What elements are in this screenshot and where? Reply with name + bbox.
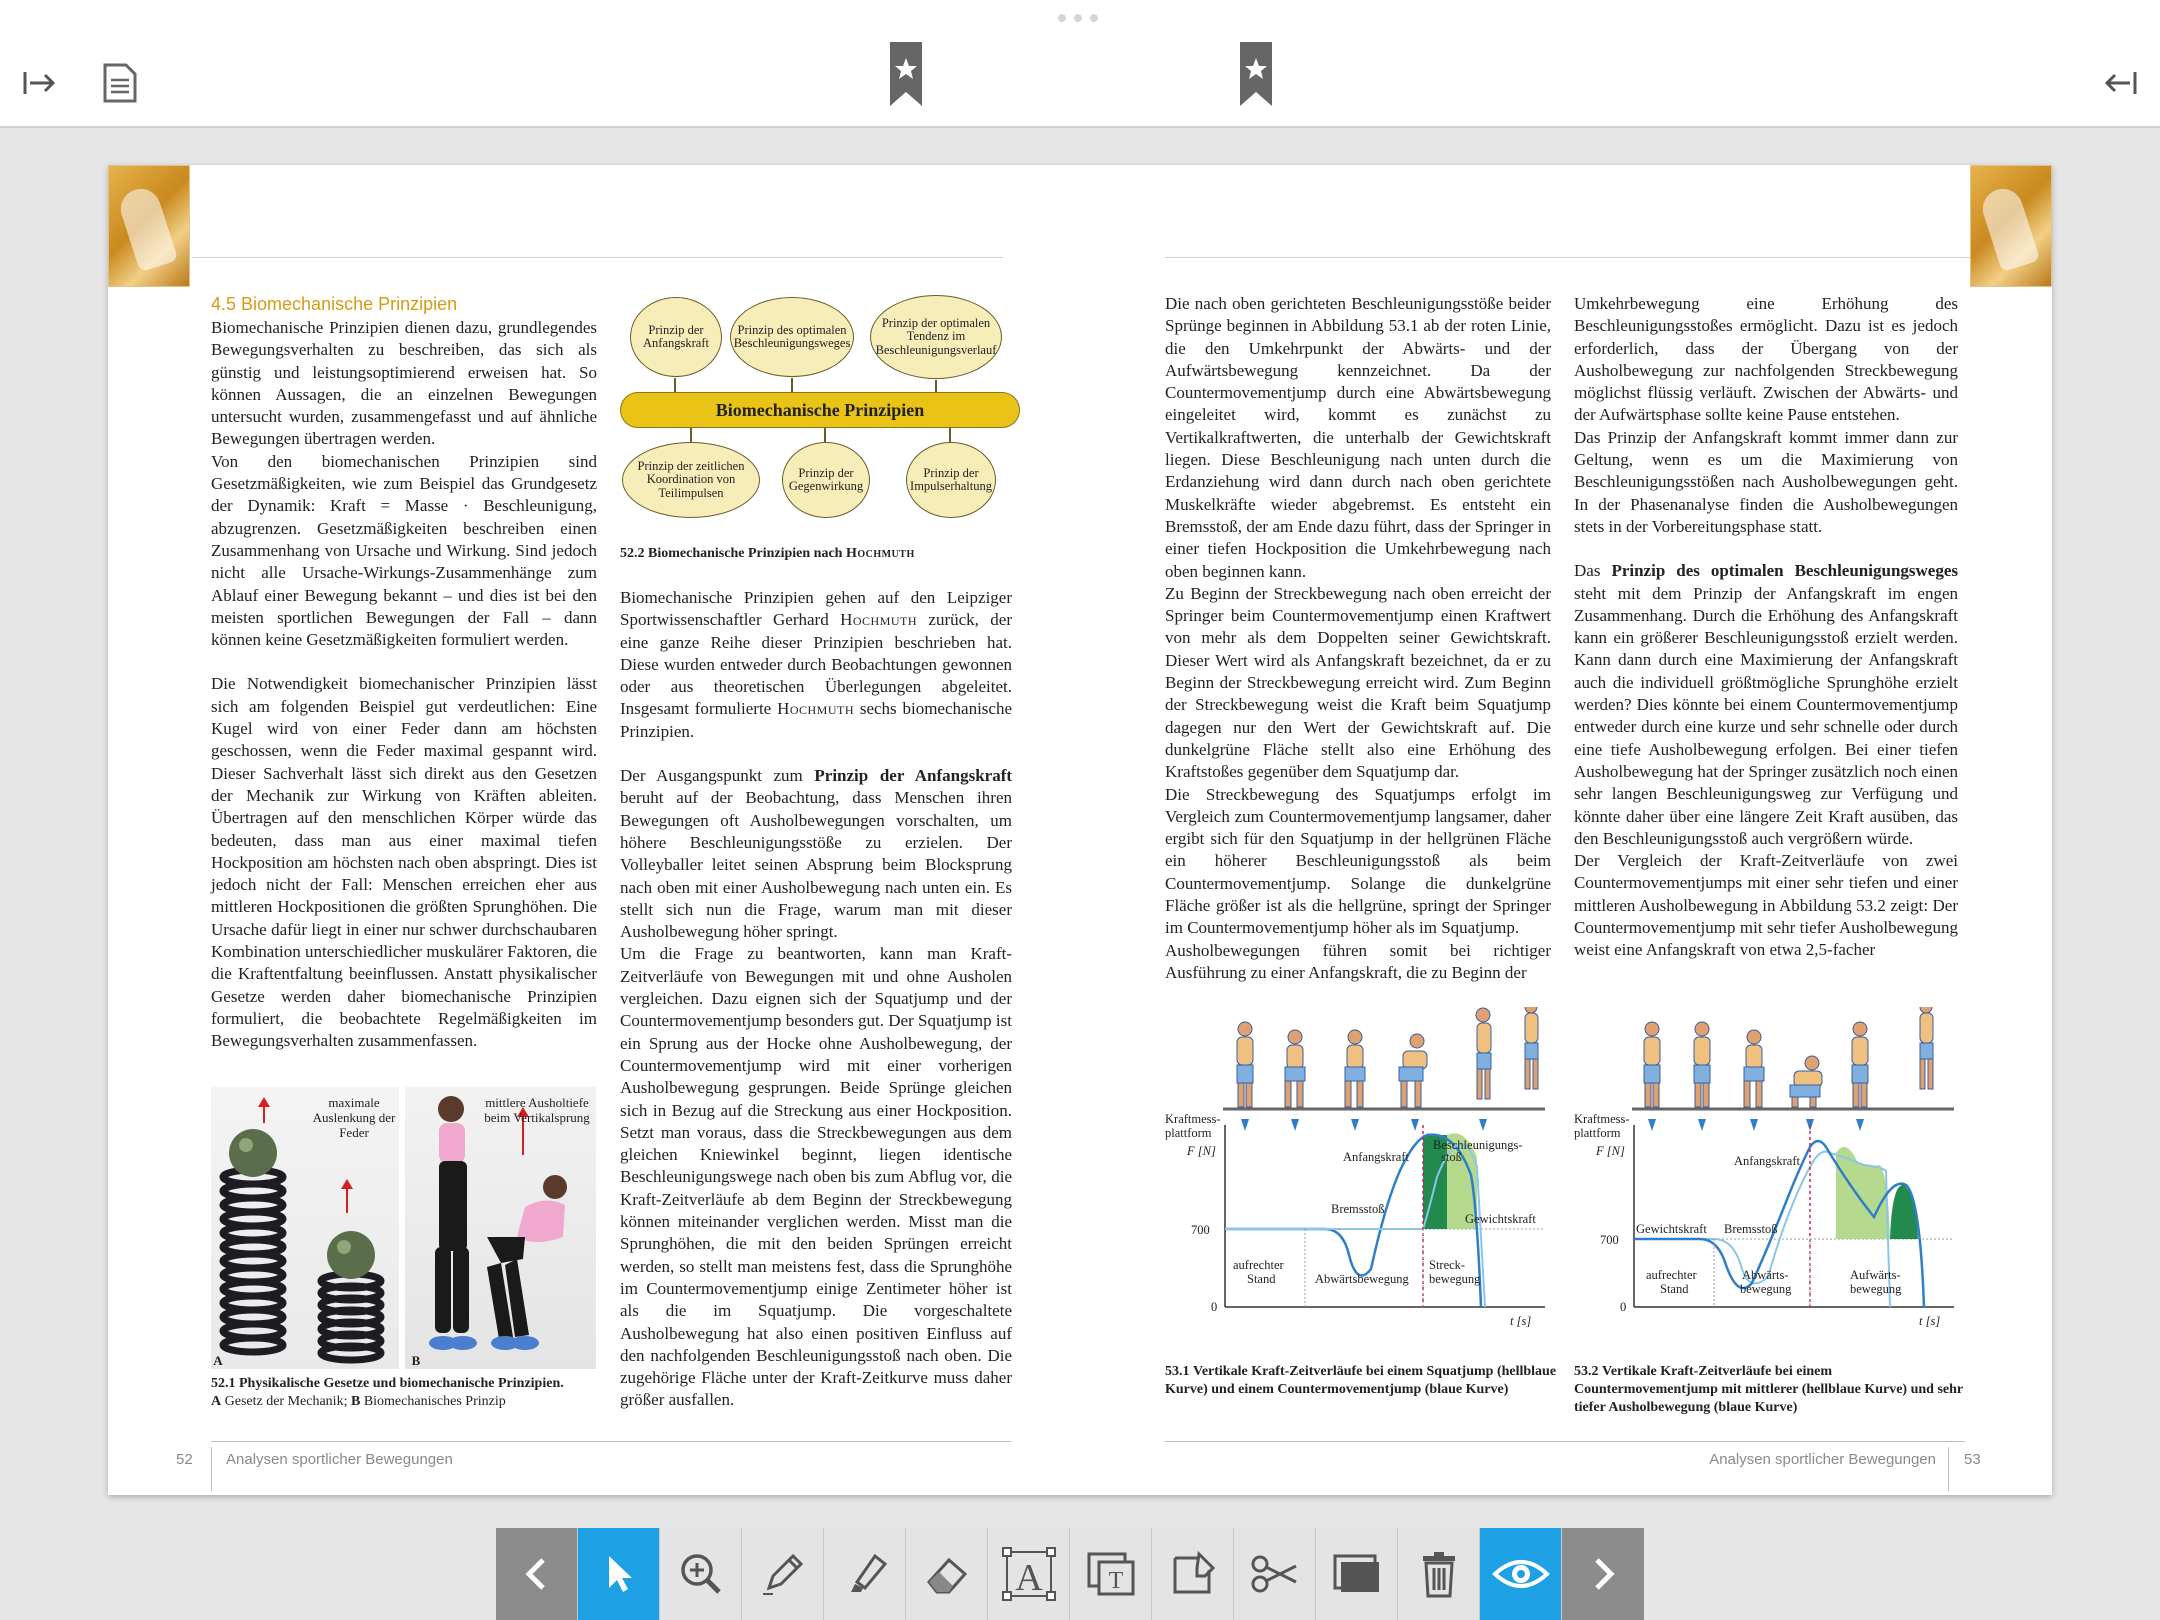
- jumper-figure: [1285, 1030, 1305, 1107]
- jumper-figure: [1644, 1022, 1660, 1107]
- principle-node: Prinzip der zeitlichen Koordination von Teilimpulsen: [622, 442, 760, 518]
- chart-label: Bremsstoß: [1724, 1222, 1778, 1236]
- right-column-2: [1574, 293, 1958, 962]
- paragraph: Biomechanische Prinzipien dienen dazu, grundlegendes Bewegungsverhalten zu beschreiben, das sich als günstig und leistungsoptimierend erweisen hat. So können Aussagen, die an einzelnen Bewegungen untersucht wurden, zusammengefasst und auf ähnliche Bewegungen übertragen werden.: [211, 318, 597, 449]
- paragraph: Von den biomechanischen Prinzipien sind Gesetzmäßigkeiten, wie zum Beispiel das Grundgesetz der Dynamik: Kraft = Masse · Beschleunigung, abzugrenzen. Gesetzmäßigkeiten beschreiben einen Zusammenhang von Ursache und Wirkung. Sind jedoch nicht alle Ursache-Wirkungs-Zusammenhänge zum Ablauf einer Bewegung bekannt – und dies ist bei den meisten sportlichen Bewegungen der Fall – dann können keine Gesetzmäßigkeiten formuliert werden.: [211, 451, 597, 650]
- paragraph: Die nach oben gerichteten Beschleunigungsstöße beider Sprünge beginnen in Abbildung 53.1 ab der roten Linie, die den Umkehrpunkt der Abwärts- und der Aufwärtsbewegung kennzeichnet. Da der Countermovementjump durch eine Abwärtsbewegung eingeleitet wird, kommt es zunächst zu Vertikalkraftwerten, die unterhalb der Gewichtskraft liegen. Diese Beschleunigung nach unten durch die Erdanziehung wird dann durch nach oben gerichtete Muskelkräfte wieder abgebremst. Es entsteht ein Bremsstoß, der am Ende dazu führt, dass der Springer in einer tiefen Hockposition die Umkehrbewegung nach oben beginnen kann.: [1165, 294, 1551, 581]
- chart-label: Anfangskraft: [1734, 1154, 1800, 1168]
- chart-label: Gewichtskraft: [1465, 1212, 1536, 1226]
- pointer-icon: [599, 1552, 639, 1596]
- eraser-icon: [923, 1550, 971, 1598]
- paragraph: Um die Frage zu beantworten, kann man Kraft-Zeitverläufe von Bewegungen mit und ohne Ausholen vergleichen. Dazu eignen sich der Squatjump und der Countermovementjump besonders gut. Der Squatjump ist ein Sprung aus der Hocke ohne Ausholbewegung, der Countermovementjump wird mit einer vorherigen Ausholbewegung gesprungen. Beide Sprünge gleichen sich in Bezug auf die Streckung aus einer Hockposition. Setzt man voraus, dass die Streckbewegungen aus dem gleichen Kniewinkel beginnt, liegen identische Beschleunigungswege nach oben bis zum Abflug vor, die Kraft-Zeitverläufe ab dem Beginn der Streckbewegung können miteinander verglichen werden. Misst man die Sprunghöhen, die mit den beiden Sprüngen erreicht werden, so stellt man meistens fest, dass die Sprunghöhe im Countermovementjump einige Zentimeter höher ist als die im Squatjump. Die vorgeschaltete Ausholbewegung hat also einen positiven Einfluss auf den nachfolgenden Beschleunigungsstoß nach oben. Die zugehörige Fläche unter der Kraft-Zeitkurve muss daher größer ausfallen.: [620, 944, 1012, 1410]
- eraser-tool-button[interactable]: [906, 1528, 988, 1620]
- jumper-figure: [1920, 1007, 1933, 1089]
- principles-banner: Biomechanische Prinzipien: [620, 392, 1020, 428]
- svg-text:bewegung: bewegung: [1850, 1282, 1902, 1296]
- running-footer: Analysen sportlicher Bewegungen: [226, 1451, 453, 1468]
- paragraph: Biomechanische Prinzipien gehen auf den Leipziger Sportwissenschaftler Gerhard Hochmuth zurück, der eine ganze Reihe dieser Prinzipien beschrieben hat. Diese wurden entweder durch Beobachtungen gewonnen oder aus theoretischen Überlegungen abgeleitet. Insgesamt formulierte Hochmuth sechs biomechanische Prinzipien.: [620, 588, 1013, 741]
- chart-label: Anfangskraft: [1343, 1150, 1409, 1164]
- chevron-right-icon: [1583, 1554, 1623, 1594]
- figure-caption-52-2: [620, 545, 1020, 563]
- zoom-tool-button[interactable]: [660, 1528, 742, 1620]
- caption-number: 52.1: [211, 1376, 236, 1391]
- jumper-figure: [1694, 1022, 1710, 1107]
- jumper-figure: [1399, 1034, 1427, 1107]
- paragraph: Das Prinzip der Anfangskraft kommt immer dann zur Geltung, wenn es um die Maximierung von Beschleunigungsstößen nach Ausholbewegungen geht. In der Phasenanalyse finden die Ausholbewegungen stets in der Vorbereitungsphase statt.: [1574, 427, 1958, 536]
- top-toolbar: [0, 0, 2160, 128]
- scissors-icon: [1250, 1552, 1300, 1596]
- pencil-tool-button[interactable]: [742, 1528, 824, 1620]
- svg-text:stoß: stoß: [1441, 1150, 1462, 1164]
- svg-text:T: T: [1108, 1568, 1123, 1594]
- left-page: [108, 165, 1080, 1495]
- right-page: [1080, 165, 2052, 1495]
- footer-separator: [211, 1447, 212, 1491]
- caption-tag-a: A: [211, 1394, 222, 1409]
- footer-rule: [211, 1441, 1011, 1442]
- mask-tool-button[interactable]: [1316, 1528, 1398, 1620]
- paragraph: Die Streckbewegung des Squatjumps erfolgt im Vergleich zum Countermovementjump langsamer, daher ergibt sich für den Squatjump in der hellgrünen Fläche ein höherer Beschleunigungsstoß als beim Countermovementjump. Solange die dunkelgrüne Fläche größer ist als die hellgrüne, springt der Springer im Countermovementjump höher als im Squatjump.: [1165, 784, 1551, 938]
- pencil-icon: [759, 1550, 807, 1598]
- principle-node: Prinzip der Impulserhaltung: [906, 442, 996, 518]
- caption-text: Vertikale Kraft-Zeitverläufe bei einem Countermovementjump mit mittlerer (hellblaue Kurve) und sehr tiefer Ausholbewegung (blaue Kurve): [1574, 1364, 1963, 1415]
- tick-700: 700: [1191, 1223, 1210, 1237]
- note-tool-button[interactable]: [1152, 1528, 1234, 1620]
- bookmark-star-icon[interactable]: [890, 42, 922, 106]
- principle-node: Prinzip der Gegenwirkung: [782, 442, 870, 518]
- photo-tag-a: A: [213, 1353, 223, 1368]
- caption-text: Vertikale Kraft-Zeitverläufe bei einem Squatjump (hellblaue Kurve) und einem Countermovementjump (blaue Kurve): [1165, 1364, 1557, 1397]
- textbox-icon: [1085, 1550, 1137, 1598]
- caption-number: 53.2: [1574, 1364, 1599, 1379]
- chart-label: Abwärts-: [1742, 1268, 1789, 1282]
- book-spread: [108, 165, 2052, 1495]
- svg-text:plattform: plattform: [1574, 1126, 1621, 1140]
- svg-text:Stand: Stand: [1660, 1282, 1689, 1296]
- paragraph: Das Prinzip des optimalen Beschleunigungsweges steht mit dem Prinzip der Anfangskraft im engen Zusammenhang. Durch die Erhöhung des Anfangskraft kann ein größerer Beschleunigungsstoß erzielt werden. Kann dann durch eine Maximierung der Anfangskraft auch die individuell größtmögliche Sprunghöhe erzielt werden? Dies könnte bei einem Countermovementjump entweder durch eine kurze und sehr schnelle oder durch eine tiefe Ausholbewegung erfolgen. Bei einer tiefen Ausholbewegung hat der Springer zusätzlich noch einen sehr langen Beschleunigungsweg zur Verfügung und könnte daher über eine längere Zeit Kraft ausüben, das den Beschleunigungsstoß auch vergrößern würde.: [1574, 561, 1958, 848]
- caption-number: 53.1: [1165, 1364, 1190, 1379]
- jumper-figure: [1790, 1056, 1822, 1107]
- photo-label-b: mittlere Ausholtiefe beim Vertikalsprung: [484, 1095, 590, 1125]
- figure-caption-53-2: [1574, 1363, 1966, 1417]
- caption-text: Biomechanische Prinzipien nach: [648, 546, 843, 561]
- caption-name: Hochmuth: [845, 546, 915, 561]
- tick-700: 700: [1600, 1233, 1619, 1247]
- left-column-2: [620, 587, 1012, 1412]
- principles-diagram: [620, 295, 1020, 530]
- grab-handle[interactable]: [1058, 14, 1098, 22]
- figure-caption-52-1: [211, 1375, 603, 1411]
- trash-icon: [1419, 1550, 1459, 1598]
- textbox-tool-button[interactable]: [1070, 1528, 1152, 1620]
- highlighter-tool-button[interactable]: [824, 1528, 906, 1620]
- caption-title: Physikalische Gesetze und biomechanische Prinzipien.: [239, 1376, 564, 1391]
- chart-label: Gewichtskraft: [1636, 1222, 1707, 1236]
- jumper-figure: [1525, 1007, 1538, 1089]
- tick-0: 0: [1211, 1300, 1218, 1314]
- paragraph: Zu Beginn der Streckbewegung nach oben erreicht der Springer beim Countermovementjump einen Kraftwert von mehr als dem Doppelten seiner Gewichtskraft. Dieser Wert wird als Anfangskraft bezeichnet, da er zu Beginn der Streckbewegung erreicht wird. Zum Beginn der Streckbewegung weist die Kraft beim Squatjump dagegen nur den Wert der Gewichtskraft auf. Die dunkelgrüne Fläche stellt also eine Erhöhung des Kraftstoßes gegenüber dem Squatjump dar.: [1165, 583, 1551, 782]
- chart-label: aufrechter: [1233, 1258, 1284, 1272]
- left-column-1: [211, 293, 597, 1053]
- principle-node: Prinzip der Anfangskraft: [630, 297, 722, 377]
- paragraph: Die Notwendigkeit biomechanischer Prinzipien lässt sich am folgenden Beispiel gut verdeutlichen: Eine Kugel wird von einer Feder dann am höchsten geschossen, wenn die Feder maximal gespannt wird. Dieser Sachverhalt lässt sich direkt aus den Gesetzen der Mechanik zur Wirkung von Kräften ableiten. Übertragen auf den menschlichen Körper würde das bedeuten, dass man aus einer maximal tiefen Hockposition am höchsten nach oben abspringt. Dies ist jedoch nicht der Fall: Menschen erreichen eher aus mittleren Hockpositionen die größten Sprunghöhen. Die Ursache dafür liegt in einer nur schwer durchschaubaren Kombination unterschiedlicher muskulärer Faktoren, die die Kraftentfaltung beeinflussen. Anstatt physikalischer Gesetze werden daher biomechanische Prinzipien formuliert, die beobachtete Regelmäßigkeiten im Bewegungsverhalten zusammenfassen.: [211, 674, 597, 1051]
- text-icon: [1001, 1546, 1057, 1602]
- chart-label: Abwärtsbewegung: [1315, 1272, 1409, 1286]
- chevron-left-icon: [517, 1554, 557, 1594]
- chart-53-2: [1574, 1007, 1966, 1337]
- chart-ylabel: F [N]: [1187, 1144, 1216, 1158]
- paragraph: Der Ausgangspunkt zum Prinzip der Anfangskraft beruht auf der Beobachtung, dass Menschen ihren Bewegungen oft Ausholbewegungen vorschalten, um höhere Beschleunigungsstöße zu erzielen. Der Volleyballer leitet seinen Absprung beim Blocksprung nach oben mit einer Ausholbewegung nach unten ein. Es stellt sich nun die Frage, warum man mit dieser Ausholbewegung höher springt.: [620, 766, 1013, 942]
- chart-label: Aufwärts-: [1850, 1268, 1901, 1282]
- photo-label-a: maximale Auslenkung der Feder: [312, 1095, 396, 1140]
- red-arrow: [263, 1105, 265, 1123]
- highlighter-icon: [841, 1550, 889, 1598]
- svg-text:plattform: plattform: [1165, 1126, 1212, 1140]
- chart-label: Beschleunigungs-: [1433, 1138, 1523, 1152]
- previous-page-button[interactable]: [496, 1528, 578, 1620]
- chart-label: Bremsstoß: [1331, 1202, 1385, 1216]
- jump-photo: [405, 1087, 596, 1369]
- collapse-right-icon[interactable]: [22, 70, 56, 96]
- chapter-thumbnail: [1970, 165, 2052, 287]
- caption-text-b: Biomechanisches Prinzip: [363, 1394, 506, 1409]
- svg-text:bewegung: bewegung: [1740, 1282, 1792, 1296]
- view-toggle-button[interactable]: [1480, 1528, 1562, 1620]
- paragraph: Der Vergleich der Kraft-Zeitverläufe von zwei Countermovementjumps mit einer sehr tiefen und einer mittleren Ausholbewegung in Abbildung 53.2 zeigt: Der Countermovementjump mit sehr tiefer Ausholbewegung weist eine Anfangskraft von etwa 2,5-facher: [1574, 851, 1958, 960]
- photo-tag-b: B: [411, 1353, 421, 1368]
- chart-label: Streck-: [1429, 1258, 1466, 1272]
- caption-number: 52.2: [620, 546, 645, 561]
- right-column-1: [1165, 293, 1551, 984]
- page-number: 52: [176, 1451, 193, 1468]
- jumper-figure: [1345, 1030, 1365, 1107]
- collapse-left-icon[interactable]: [2104, 70, 2138, 96]
- svg-text:A: A: [1014, 1557, 1043, 1599]
- svg-text:Stand: Stand: [1247, 1272, 1276, 1286]
- zoom-in-icon: [677, 1550, 725, 1598]
- cut-tool-button[interactable]: [1234, 1528, 1316, 1620]
- document-icon[interactable]: [102, 62, 138, 104]
- chart-platform-label: Kraftmess-: [1165, 1112, 1221, 1126]
- header-rule: [193, 257, 1003, 258]
- delete-button[interactable]: [1398, 1528, 1480, 1620]
- chapter-thumbnail: [108, 165, 190, 287]
- caption-tag-b: B: [350, 1394, 361, 1409]
- footer-separator: [1948, 1447, 1949, 1491]
- next-page-button[interactable]: [1562, 1528, 1644, 1620]
- jumper-figure: [1237, 1022, 1253, 1107]
- chart-53-1: [1165, 1007, 1557, 1337]
- text-tool-button[interactable]: [988, 1528, 1070, 1620]
- caption-text-a: Gesetz der Mechanik;: [224, 1394, 348, 1409]
- chart-ylabel: F [N]: [1596, 1144, 1625, 1158]
- bottom-toolbar: [496, 1528, 1664, 1620]
- chart-xlabel: t [s]: [1510, 1314, 1532, 1328]
- eye-icon: [1491, 1556, 1551, 1592]
- bookmark-star-icon[interactable]: [1240, 42, 1272, 106]
- footer-rule: [1165, 1441, 1965, 1442]
- section-title: 4.5 Biomechanische Prinzipien: [211, 294, 458, 314]
- svg-text:bewegung: bewegung: [1429, 1272, 1481, 1286]
- jumper-figure: [1476, 1008, 1491, 1099]
- principle-node: Prinzip des optimalen Beschleunigungsweges: [730, 297, 854, 377]
- header-rule: [1165, 257, 1970, 258]
- jumper-figure: [1744, 1030, 1764, 1107]
- running-footer: Analysen sportlicher Bewegungen: [1709, 1451, 1936, 1468]
- jumper-figure: [1852, 1022, 1868, 1107]
- mask-icon: [1331, 1552, 1383, 1596]
- principle-node: Prinzip der optimalen Tendenz im Beschleunigungsverlauf: [870, 295, 1002, 379]
- select-tool-button[interactable]: [578, 1528, 660, 1620]
- chart-platform-label: Kraftmess-: [1574, 1112, 1630, 1126]
- note-icon: [1169, 1550, 1217, 1598]
- paragraph: Ausholbewegungen führen somit bei richtiger Ausführung zu einer Anfangskraft, die zu Beginn der: [1165, 940, 1551, 982]
- figure-caption-53-1: [1165, 1363, 1557, 1399]
- tick-0: 0: [1620, 1300, 1627, 1314]
- paragraph: Umkehrbewegung eine Erhöhung des Beschleunigungsstoßes ermöglicht. Dazu ist es jedoch erforderlich, dass der Übergang von der Ausholbewegung zur nachfolgenden Streckbewegung möglichst flüssig verläuft. Zwischen der Abwärts- und der Aufwärtsphase sollte keine Pause entstehen.: [1574, 294, 1958, 425]
- page-number: 53: [1964, 1451, 1981, 1468]
- chart-label: aufrechter: [1646, 1268, 1697, 1282]
- chart-xlabel: t [s]: [1919, 1314, 1941, 1328]
- red-arrow: [346, 1187, 348, 1213]
